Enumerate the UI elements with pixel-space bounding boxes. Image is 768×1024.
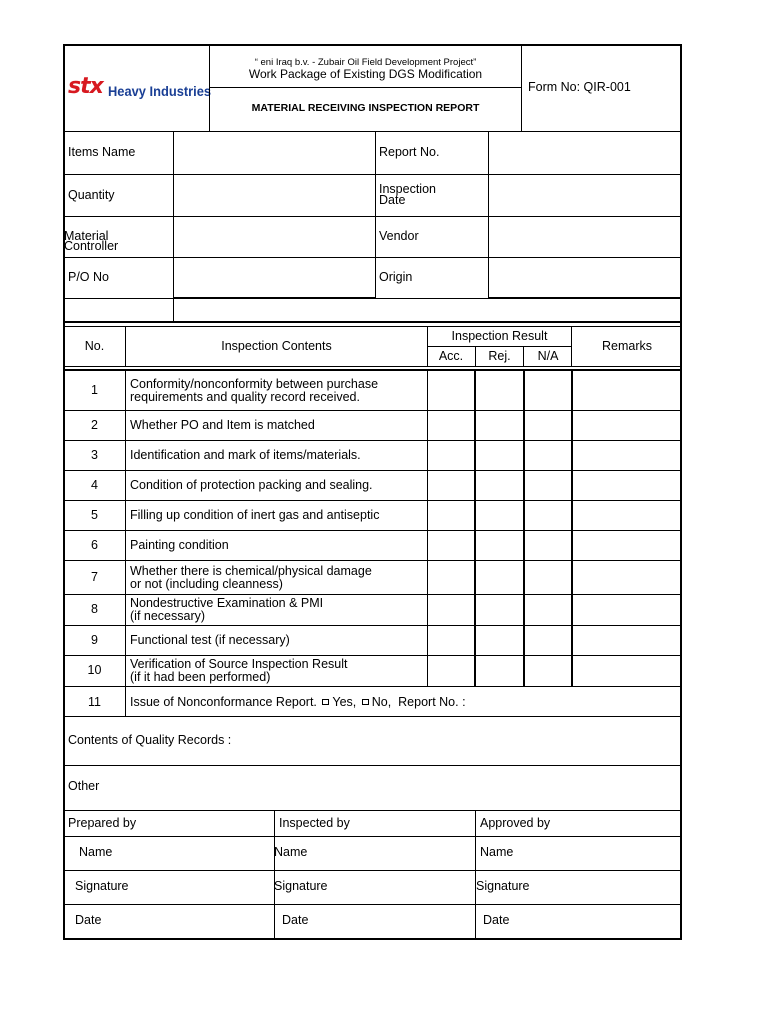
remarks-cell[interactable]	[572, 470, 682, 501]
inspection-date-field[interactable]	[489, 176, 681, 215]
row-content: Painting condition	[130, 538, 229, 552]
project-line: “ eni Iraq b.v. - Zubair Oil Field Development Project”	[254, 57, 477, 68]
inspected-by-label: Inspected by	[279, 816, 350, 830]
row-11-no: 11	[88, 695, 101, 709]
row-content: Condition of protection packing and sealing.	[130, 478, 373, 492]
po-no-label: P/O No	[68, 270, 109, 284]
rej-cell[interactable]	[475, 594, 524, 626]
remarks-cell[interactable]	[572, 530, 682, 561]
inspected-signature-label: Signature	[274, 879, 328, 893]
info-col-b	[173, 298, 682, 322]
acc-cell[interactable]	[427, 440, 475, 471]
approved-date-label: Date	[483, 913, 510, 927]
vendor-field[interactable]	[489, 217, 681, 257]
remarks-cell[interactable]	[572, 594, 682, 626]
remarks-cell[interactable]	[572, 655, 682, 687]
stx-logo: stx	[68, 74, 103, 99]
acc-cell[interactable]	[427, 470, 475, 501]
acc-cell[interactable]	[427, 410, 475, 441]
row-number: 8	[91, 602, 98, 616]
remarks-cell[interactable]	[572, 625, 682, 656]
origin-label: Origin	[379, 270, 413, 284]
row-content: Filling up condition of inert gas and antiseptic	[130, 508, 380, 522]
vendor-label: Vendor	[379, 229, 419, 243]
quality-records-label: Contents of Quality Records :	[68, 733, 232, 747]
na-cell[interactable]	[524, 560, 572, 595]
row-11-no-option: No,	[371, 695, 392, 709]
row-number: 4	[91, 478, 98, 492]
rej-cell[interactable]	[475, 500, 524, 531]
other-label: Other	[68, 779, 100, 793]
header-na: N/A	[537, 349, 559, 363]
inspection-date-label-1: Inspection	[379, 182, 436, 196]
row-number: 2	[91, 418, 98, 432]
report-no-field[interactable]	[489, 132, 681, 174]
row-content-line-1: Nondestructive Examination & PMI	[130, 596, 324, 610]
header-acc: Acc.	[438, 349, 464, 363]
rej-cell[interactable]	[475, 470, 524, 501]
row-11-label: Issue of Nonconformance Report.	[130, 695, 317, 709]
approved-name-label: Name	[480, 845, 514, 859]
header-contents: Inspection Contents	[221, 339, 332, 353]
header-result: Inspection Result	[451, 329, 548, 343]
material-controller-field[interactable]	[174, 217, 375, 257]
work-package: Work Package of Existing DGS Modification	[248, 67, 483, 81]
rej-cell[interactable]	[475, 560, 524, 595]
header-remarks: Remarks	[601, 339, 652, 353]
inspected-name-label: Name	[274, 845, 308, 859]
row-number: 10	[87, 663, 102, 677]
remarks-cell[interactable]	[572, 370, 682, 411]
row-number: 9	[91, 633, 98, 647]
rej-cell[interactable]	[475, 655, 524, 687]
prepared-name-label: Name	[79, 845, 113, 859]
row-content: Identification and mark of items/materials.	[130, 448, 361, 462]
acc-cell[interactable]	[427, 500, 475, 531]
row-content-line-1: Conformity/nonconformity between purchase	[130, 377, 379, 391]
row-content-line-1: Whether there is chemical/physical damage	[130, 564, 372, 578]
remarks-cell[interactable]	[572, 560, 682, 595]
rej-cell[interactable]	[475, 370, 524, 411]
row-number: 6	[91, 538, 98, 552]
na-cell[interactable]	[524, 594, 572, 626]
acc-cell[interactable]	[427, 370, 475, 411]
na-cell[interactable]	[524, 625, 572, 656]
rej-cell[interactable]	[475, 625, 524, 656]
prepared-date-label: Date	[75, 913, 102, 927]
row-content-line-1: Verification of Source Inspection Result	[130, 657, 348, 671]
po-no-field[interactable]	[174, 259, 375, 297]
report-no-label: Report No.	[379, 145, 440, 159]
prepared-by-label: Prepared by	[68, 816, 137, 830]
rej-cell[interactable]	[475, 410, 524, 441]
heavy-industries-logo: Heavy Industries	[108, 83, 212, 99]
acc-cell[interactable]	[427, 625, 475, 656]
inspection-date-label-2: Date	[379, 193, 406, 207]
acc-cell[interactable]	[427, 655, 475, 687]
acc-cell[interactable]	[427, 594, 475, 626]
quantity-field[interactable]	[174, 176, 375, 215]
yes-checkbox-icon[interactable]	[322, 699, 329, 705]
row-number: 5	[91, 508, 98, 522]
approved-by-label: Approved by	[480, 816, 551, 830]
na-cell[interactable]	[524, 500, 572, 531]
approved-signature-label: Signature	[476, 879, 530, 893]
acc-cell[interactable]	[427, 560, 475, 595]
na-cell[interactable]	[524, 370, 572, 411]
origin-field[interactable]	[489, 259, 681, 297]
form-number: Form No: QIR-001	[528, 80, 631, 94]
na-cell[interactable]	[524, 440, 572, 471]
prepared-signature-label: Signature	[75, 879, 129, 893]
remarks-cell[interactable]	[572, 500, 682, 531]
items-name-field[interactable]	[174, 132, 375, 174]
row-content-line-2: (if necessary)	[130, 609, 206, 623]
quantity-label: Quantity	[68, 188, 115, 202]
items-name-label: Items Name	[68, 145, 136, 159]
rej-cell[interactable]	[475, 530, 524, 561]
row-content: Functional test (if necessary)	[130, 633, 290, 647]
remarks-cell[interactable]	[572, 410, 682, 441]
row-content: Whether PO and Item is matched	[130, 418, 315, 432]
row-content-line-2: (if it had been performed)	[130, 670, 271, 684]
no-checkbox-icon[interactable]	[362, 699, 369, 705]
other-row[interactable]	[63, 765, 682, 811]
header-no: No.	[84, 339, 105, 353]
row-11-yes: Yes,	[332, 695, 357, 709]
row-content-line-2: or not (including cleanness)	[130, 577, 283, 591]
na-cell[interactable]	[524, 655, 572, 687]
row-11-report-no: Report No. :	[398, 695, 466, 709]
material-controller-label-2: Controller	[64, 239, 119, 253]
rej-cell[interactable]	[475, 440, 524, 471]
na-cell[interactable]	[524, 470, 572, 501]
na-cell[interactable]	[524, 410, 572, 441]
header-rej: Rej.	[488, 349, 511, 363]
inspected-date-label: Date	[282, 913, 309, 927]
row-number: 1	[91, 383, 98, 397]
row-number: 3	[91, 448, 98, 462]
row-number: 7	[91, 570, 98, 584]
report-title: MATERIAL RECEIVING INSPECTION REPORT	[251, 102, 480, 114]
acc-cell[interactable]	[427, 530, 475, 561]
row-11-text	[130, 696, 466, 709]
row-content-line-2: requirements and quality record received.	[130, 390, 360, 404]
na-cell[interactable]	[524, 530, 572, 561]
material-controller-label-1: Material	[64, 229, 109, 243]
remarks-cell[interactable]	[572, 440, 682, 471]
